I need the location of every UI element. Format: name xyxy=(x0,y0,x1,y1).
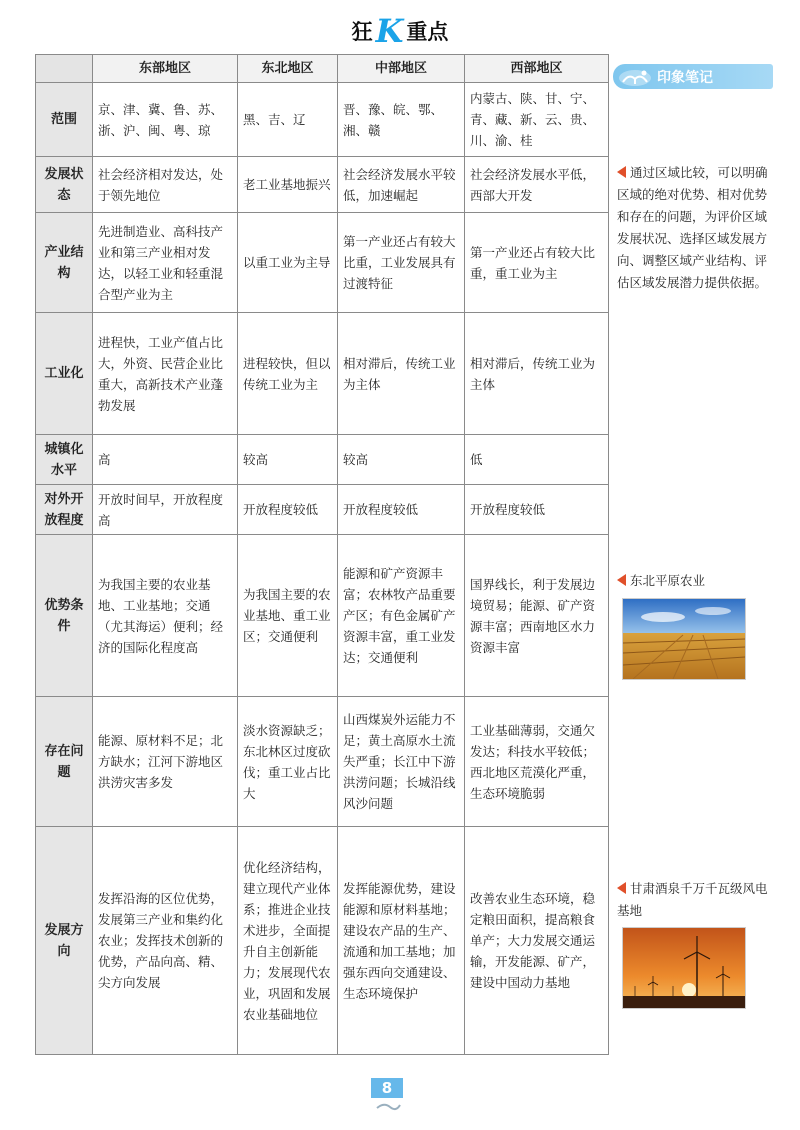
header-title-left: 狂 xyxy=(351,20,373,44)
row-label: 优势条件 xyxy=(36,535,93,697)
table-cell: 社会经济发展水平较低，加速崛起 xyxy=(338,157,465,213)
pointer-icon xyxy=(617,574,626,586)
column-header-east: 东部地区 xyxy=(93,55,238,83)
table-cell: 第一产业还占有较大比重，工业发展具有过渡特征 xyxy=(338,213,465,313)
wind-farm-photo xyxy=(622,927,746,1009)
table-cell: 为我国主要的农业基地、工业基地；交通（尤其海运）便利；经济的国际化程度高 xyxy=(93,535,238,697)
table-row xyxy=(36,435,609,485)
sidebar-note xyxy=(617,162,777,294)
row-label: 对外开放程度 xyxy=(36,485,93,535)
table-cell: 改善农业生态环境，稳定粮田面积，提高粮食单产；大力发展交通运输，开发能源、矿产，建设中国动力基地 xyxy=(465,827,609,1055)
table-cell: 老工业基地振兴 xyxy=(238,157,338,213)
row-label: 发展状态 xyxy=(36,157,93,213)
northeast-farmland-photo xyxy=(622,598,746,680)
table-cell: 京、津、冀、鲁、苏、浙、沪、闽、粤、琼 xyxy=(93,83,238,157)
table-row xyxy=(36,697,609,827)
table-cell: 第一产业还占有较大比重，重工业为主 xyxy=(465,213,609,313)
table-cell: 国界线长，利于发展边境贸易；能源、矿产资源丰富；西南地区水力资源丰富 xyxy=(465,535,609,697)
table-row xyxy=(36,535,609,697)
column-header-west: 西部地区 xyxy=(465,55,609,83)
table-row xyxy=(36,485,609,535)
table-cell: 低 xyxy=(465,435,609,485)
table-cell: 高 xyxy=(93,435,238,485)
photo1-caption-text: 东北平原农业 xyxy=(630,573,706,588)
farmland-image xyxy=(623,599,745,679)
table-row xyxy=(36,83,609,157)
table-cell: 内蒙古、陕、甘、宁、青、藏、新、云、贵、川、渝、桂 xyxy=(465,83,609,157)
column-header-northeast: 东北地区 xyxy=(238,55,338,83)
book-icon xyxy=(617,67,653,87)
notes-banner xyxy=(613,64,773,89)
page-header xyxy=(0,14,800,48)
row-label: 城镇化水平 xyxy=(36,435,93,485)
table-cell: 工业基础薄弱，交通欠发达；科技水平较低；西北地区荒漠化严重，生态环境脆弱 xyxy=(465,697,609,827)
table-cell: 发挥能源优势，建设能源和原材料基地；建设农产品的生产、流通和加工基地；加强东西向交通建设、生态环境保护 xyxy=(338,827,465,1055)
table-row xyxy=(36,213,609,313)
wind-farm-image xyxy=(623,928,745,1008)
photo2-caption xyxy=(617,878,777,922)
photo2-caption-text: 甘肃酒泉千万千瓦级风电基地 xyxy=(617,881,768,918)
table-cell: 晋、豫、皖、鄂、湘、赣 xyxy=(338,83,465,157)
table-cell: 能源和矿产资源丰富；农林牧产品重要产区；有色金属矿产资源丰富，重工业发达；交通便利 xyxy=(338,535,465,697)
row-label: 产业结构 xyxy=(36,213,93,313)
table-cell: 社会经济相对发达，处于领先地位 xyxy=(93,157,238,213)
table-cell: 先进制造业、高科技产业和第三产业相对发达，以轻工业和轻重混合型产业为主 xyxy=(93,213,238,313)
table-row xyxy=(36,827,609,1055)
table-cell: 开放程度较低 xyxy=(338,485,465,535)
sidebar-note-text: 通过区域比较，可以明确区域的绝对优势、相对优势和存在的问题，为评价区域发展状况、选择区域发展方向、调整区域产业结构、评估区域发展潜力提供依据。 xyxy=(617,165,768,290)
pointer-icon xyxy=(617,882,626,894)
row-label: 工业化 xyxy=(36,313,93,435)
row-label: 发展方向 xyxy=(36,827,93,1055)
table-cell: 淡水资源缺乏；东北林区过度砍伐；重工业占比大 xyxy=(238,697,338,827)
table-cell: 能源、原材料不足；北方缺水；江河下游地区洪涝灾害多发 xyxy=(93,697,238,827)
table-row xyxy=(36,157,609,213)
table-cell: 为我国主要的农业基地、重工业区；交通便利 xyxy=(238,535,338,697)
header-k-logo: K xyxy=(375,12,404,50)
table-corner xyxy=(36,55,93,83)
row-label: 范围 xyxy=(36,83,93,157)
row-label: 存在问题 xyxy=(36,697,93,827)
header-title-right: 重点 xyxy=(406,20,449,44)
table-cell: 开放程度较低 xyxy=(465,485,609,535)
table-cell: 社会经济发展水平低，西部大开发 xyxy=(465,157,609,213)
notes-banner-label: 印象笔记 xyxy=(657,69,713,86)
photo1-caption xyxy=(617,570,777,592)
table-cell: 优化经济结构，建立现代产业体系；推进企业技术进步，全面提升自主创新能力；发展现代农业，巩固和发展农业基础地位 xyxy=(238,827,338,1055)
table-cell: 黑、吉、辽 xyxy=(238,83,338,157)
table-cell: 进程快，工业产值占比大，外资、民营企业比重大，高新技术产业蓬勃发展 xyxy=(93,313,238,435)
table-header-row xyxy=(36,55,609,83)
table-cell: 相对滞后，传统工业为主体 xyxy=(338,313,465,435)
table-cell: 进程较快，但以传统工业为主 xyxy=(238,313,338,435)
table-cell: 较高 xyxy=(338,435,465,485)
pointer-icon xyxy=(617,166,626,178)
table-cell: 开放程度较低 xyxy=(238,485,338,535)
column-header-central: 中部地区 xyxy=(338,55,465,83)
table-cell: 发挥沿海的区位优势，发展第三产业和集约化农业；发挥技术创新的优势，产品向高、精、尖方向发展 xyxy=(93,827,238,1055)
table-cell: 开放时间早，开放程度高 xyxy=(93,485,238,535)
swirl-ornament-icon xyxy=(374,1100,402,1114)
table-row xyxy=(36,313,609,435)
table-cell: 以重工业为主导 xyxy=(238,213,338,313)
page-number: 8 xyxy=(371,1078,403,1098)
table-cell: 山西煤炭外运能力不足；黄土高原水土流失严重；长江中下游洪涝问题；长城沿线风沙问题 xyxy=(338,697,465,827)
table-cell: 相对滞后，传统工业为主体 xyxy=(465,313,609,435)
table-cell: 较高 xyxy=(238,435,338,485)
region-comparison-table xyxy=(35,54,609,1055)
